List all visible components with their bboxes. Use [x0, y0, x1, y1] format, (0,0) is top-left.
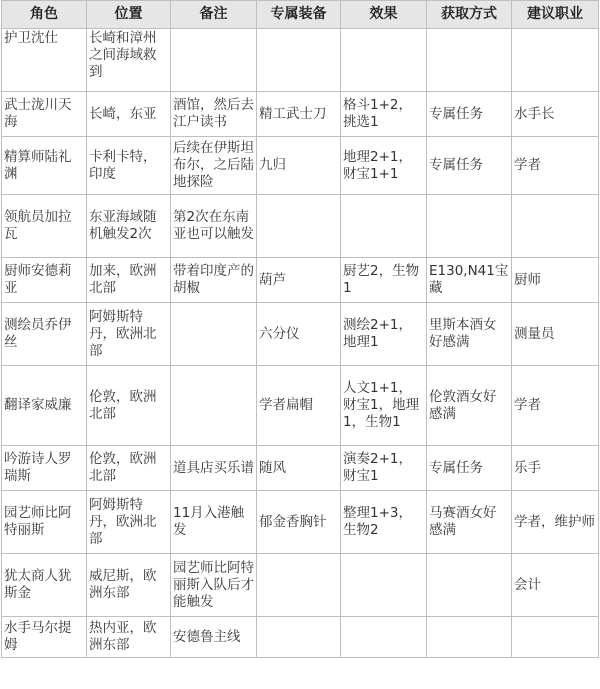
cell-acquisition	[427, 554, 512, 617]
cell-role: 水手马尔提姆	[2, 617, 87, 658]
header-effect: 效果	[341, 1, 427, 29]
cell-acquisition: E130,N41宝藏	[427, 258, 512, 303]
header-job: 建议职业	[512, 1, 599, 29]
table-row	[2, 258, 599, 303]
table-row	[2, 617, 599, 658]
cell-job	[512, 29, 599, 92]
cell-equipment: 学者扁帽	[257, 366, 341, 446]
cell-notes: 酒馆，然后去江户读书	[171, 92, 257, 137]
cell-equipment: 郁金香胸针	[257, 491, 341, 554]
cell-acquisition: 马赛酒女好感满	[427, 491, 512, 554]
cell-job: 学者	[512, 366, 599, 446]
cell-role: 护卫沈仕	[2, 29, 87, 92]
cell-effect: 地理2+1，财宝1+1	[341, 137, 427, 195]
table-row	[2, 366, 599, 446]
cell-location: 长崎，东亚	[87, 92, 171, 137]
cell-effect	[341, 195, 427, 258]
cell-equipment: 精工武士刀	[257, 92, 341, 137]
cell-job: 会计	[512, 554, 599, 617]
table-row	[2, 29, 599, 92]
table-row	[2, 446, 599, 491]
cell-notes	[171, 366, 257, 446]
cell-location: 伦敦，欧洲北部	[87, 366, 171, 446]
cell-location: 长崎和漳州之间海域救到	[87, 29, 171, 92]
cell-effect: 厨艺2，生物1	[341, 258, 427, 303]
cell-location: 东亚海域随机触发2次	[87, 195, 171, 258]
cell-equipment: 随风	[257, 446, 341, 491]
cell-equipment	[257, 617, 341, 658]
cell-location: 卡利卡特，印度	[87, 137, 171, 195]
cell-effect	[341, 617, 427, 658]
cell-role: 犹太商人犹斯金	[2, 554, 87, 617]
cell-acquisition	[427, 617, 512, 658]
cell-job: 学者，维护师	[512, 491, 599, 554]
header-location: 位置	[87, 1, 171, 29]
cell-effect: 格斗1+2，挑选1	[341, 92, 427, 137]
cell-job: 测量员	[512, 303, 599, 366]
cell-role: 武士泷川天海	[2, 92, 87, 137]
cell-equipment	[257, 554, 341, 617]
header-row	[2, 1, 599, 29]
cell-job	[512, 195, 599, 258]
cell-job: 学者	[512, 137, 599, 195]
cell-location: 加来，欧洲北部	[87, 258, 171, 303]
cell-notes	[171, 303, 257, 366]
cell-effect	[341, 29, 427, 92]
cell-job: 水手长	[512, 92, 599, 137]
cell-location: 阿姆斯特丹，欧洲北部	[87, 303, 171, 366]
cell-notes: 带着印度产的胡椒	[171, 258, 257, 303]
cell-notes: 11月入港触发	[171, 491, 257, 554]
cell-acquisition	[427, 29, 512, 92]
cell-equipment: 九归	[257, 137, 341, 195]
cell-location: 伦敦，欧洲北部	[87, 446, 171, 491]
cell-role: 园艺师比阿特丽斯	[2, 491, 87, 554]
cell-role: 厨师安德莉亚	[2, 258, 87, 303]
table-row	[2, 92, 599, 137]
cell-role: 领航员加拉瓦	[2, 195, 87, 258]
cell-job	[512, 617, 599, 658]
header-notes: 备注	[171, 1, 257, 29]
cell-notes: 后续在伊斯坦布尔，之后陆地探险	[171, 137, 257, 195]
header-acquisition: 获取方式	[427, 1, 512, 29]
cell-notes: 安德鲁主线	[171, 617, 257, 658]
cell-location: 阿姆斯特丹，欧洲北部	[87, 491, 171, 554]
cell-effect: 测绘2+1，地理1	[341, 303, 427, 366]
cell-equipment	[257, 29, 341, 92]
cell-effect: 演奏2+1，财宝1	[341, 446, 427, 491]
cell-effect	[341, 554, 427, 617]
table-row	[2, 195, 599, 258]
cell-role: 测绘员乔伊丝	[2, 303, 87, 366]
header-role: 角色	[2, 1, 87, 29]
cell-acquisition: 专属任务	[427, 137, 512, 195]
cell-equipment: 葫芦	[257, 258, 341, 303]
cell-role: 吟游诗人罗瑞斯	[2, 446, 87, 491]
cell-acquisition	[427, 195, 512, 258]
cell-acquisition: 专属任务	[427, 446, 512, 491]
cell-acquisition: 里斯本酒女好感满	[427, 303, 512, 366]
cell-notes: 道具店买乐谱	[171, 446, 257, 491]
table-row	[2, 491, 599, 554]
cell-role: 翻译家威廉	[2, 366, 87, 446]
cell-location: 威尼斯，欧洲东部	[87, 554, 171, 617]
cell-job: 厨师	[512, 258, 599, 303]
companion-table	[1, 0, 599, 658]
cell-equipment: 六分仪	[257, 303, 341, 366]
cell-location: 热内亚，欧洲东部	[87, 617, 171, 658]
cell-notes: 第2次在东南亚也可以触发	[171, 195, 257, 258]
cell-notes	[171, 29, 257, 92]
table-row	[2, 303, 599, 366]
cell-notes: 园艺师比阿特丽斯入队后才能触发	[171, 554, 257, 617]
cell-effect: 人文1+1，财宝1，地理1，生物1	[341, 366, 427, 446]
cell-acquisition: 伦敦酒女好感满	[427, 366, 512, 446]
header-equipment: 专属装备	[257, 1, 341, 29]
cell-effect: 整理1+3，生物2	[341, 491, 427, 554]
cell-job: 乐手	[512, 446, 599, 491]
table-row	[2, 554, 599, 617]
cell-equipment	[257, 195, 341, 258]
cell-role: 精算师陆礼渊	[2, 137, 87, 195]
table-row	[2, 137, 599, 195]
cell-acquisition: 专属任务	[427, 92, 512, 137]
